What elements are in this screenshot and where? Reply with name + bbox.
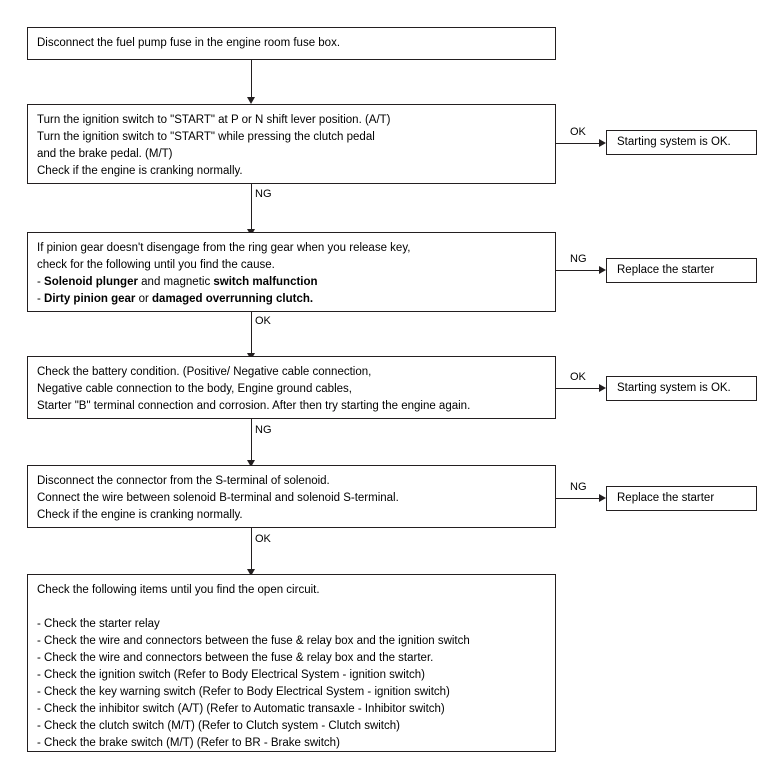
flow-step-6-line-9: - Check the clutch switch (M/T) (Refer to Clutch system - Clutch switch) [37, 720, 400, 732]
flow-step-3 [27, 232, 556, 312]
branch-label-ok-1: OK [570, 126, 586, 138]
flow-step-4-line-1: Check the battery condition. (Positive/ Negative cable connection, [37, 366, 372, 378]
flow-step-6 [27, 574, 556, 752]
flow-step-2-line-3: and the brake pedal. (M/T) [37, 148, 173, 160]
flow-step-1-line-1: Disconnect the fuel pump fuse in the engine room fuse box. [37, 37, 341, 49]
flow-step-6-line-8: - Check the inhibitor switch (A/T) (Refer to Automatic transaxle - Inhibitor switch) [37, 703, 445, 715]
flow-step-2-line-1: Turn the ignition switch to "START" at P or N shift lever position. (A/T) [37, 114, 391, 126]
flow-step-6-line-4: - Check the wire and connectors between the fuse & relay box and the ignition switch [37, 635, 470, 647]
arrow-step3-to-result2 [556, 266, 606, 275]
branch-label-ng-3: NG [255, 424, 272, 436]
flow-step-6-line-1: Check the following items until you find the open circuit. [37, 584, 320, 596]
flow-step-6-line-7: - Check the key warning switch (Refer to Body Electrical System - ignition switch) [37, 686, 450, 698]
flow-step-1 [27, 27, 556, 60]
flow-step-6-line-5: - Check the wire and connectors between the fuse & relay box and the starter. [37, 652, 434, 664]
flow-step-6-line-6: - Check the ignition switch (Refer to Body Electrical System - ignition switch) [37, 669, 425, 681]
flow-step-2 [27, 104, 556, 184]
flow-step-5-line-1: Disconnect the connector from the S-terminal of solenoid. [37, 475, 330, 487]
arrow-step1-to-step2 [247, 60, 256, 104]
branch-label-ok-3: OK [570, 371, 586, 383]
flow-step-5-line-2: Connect the wire between solenoid B-terminal and solenoid S-terminal. [37, 492, 399, 504]
arrow-step4-to-result3 [556, 384, 606, 393]
branch-label-ng-1: NG [255, 188, 272, 200]
flow-step-6-line-10: - Check the brake switch (M/T) (Refer to BR - Brake switch) [37, 737, 340, 749]
branch-label-ng-2: NG [570, 253, 587, 265]
arrow-step2-to-result1 [556, 139, 606, 148]
flow-result-3-text: Starting system is OK. [617, 381, 731, 394]
flow-step-4-line-3: Starter "B" terminal connection and corrosion. After then try starting the engine again. [37, 400, 471, 412]
flow-result-4-text: Replace the starter [617, 491, 715, 504]
flow-step-2-line-4: Check if the engine is cranking normally. [37, 165, 243, 177]
flow-step-6-line-3: - Check the starter relay [37, 618, 160, 630]
branch-label-ok-2: OK [255, 315, 271, 327]
flow-step-3-line-1: If pinion gear doesn't disengage from the ring gear when you release key, [37, 242, 411, 254]
flow-step-6-line-2 [37, 599, 546, 616]
flow-result-2-text: Replace the starter [617, 263, 715, 276]
flow-result-2 [606, 258, 757, 283]
flow-result-1-text: Starting system is OK. [617, 135, 731, 148]
flow-result-1 [606, 130, 757, 155]
branch-label-ok-4: OK [255, 533, 271, 545]
arrow-step5-to-result4 [556, 494, 606, 503]
flow-step-4-line-2: Negative cable connection to the body, Engine ground cables, [37, 383, 352, 395]
flow-step-3-line-4: - Dirty pinion gear or damaged overrunning clutch. [37, 293, 314, 305]
flow-step-4 [27, 356, 556, 419]
flow-step-5-line-3: Check if the engine is cranking normally. [37, 509, 243, 521]
branch-label-ng-4: NG [570, 481, 587, 493]
flow-step-3-line-3: - Solenoid plunger and magnetic switch malfunction [37, 276, 318, 288]
flow-result-3 [606, 376, 757, 401]
flow-step-5 [27, 465, 556, 528]
flow-result-4 [606, 486, 757, 511]
flow-step-2-line-2: Turn the ignition switch to "START" while pressing the clutch pedal [37, 131, 375, 143]
flow-step-3-line-2: check for the following until you find the cause. [37, 259, 275, 271]
